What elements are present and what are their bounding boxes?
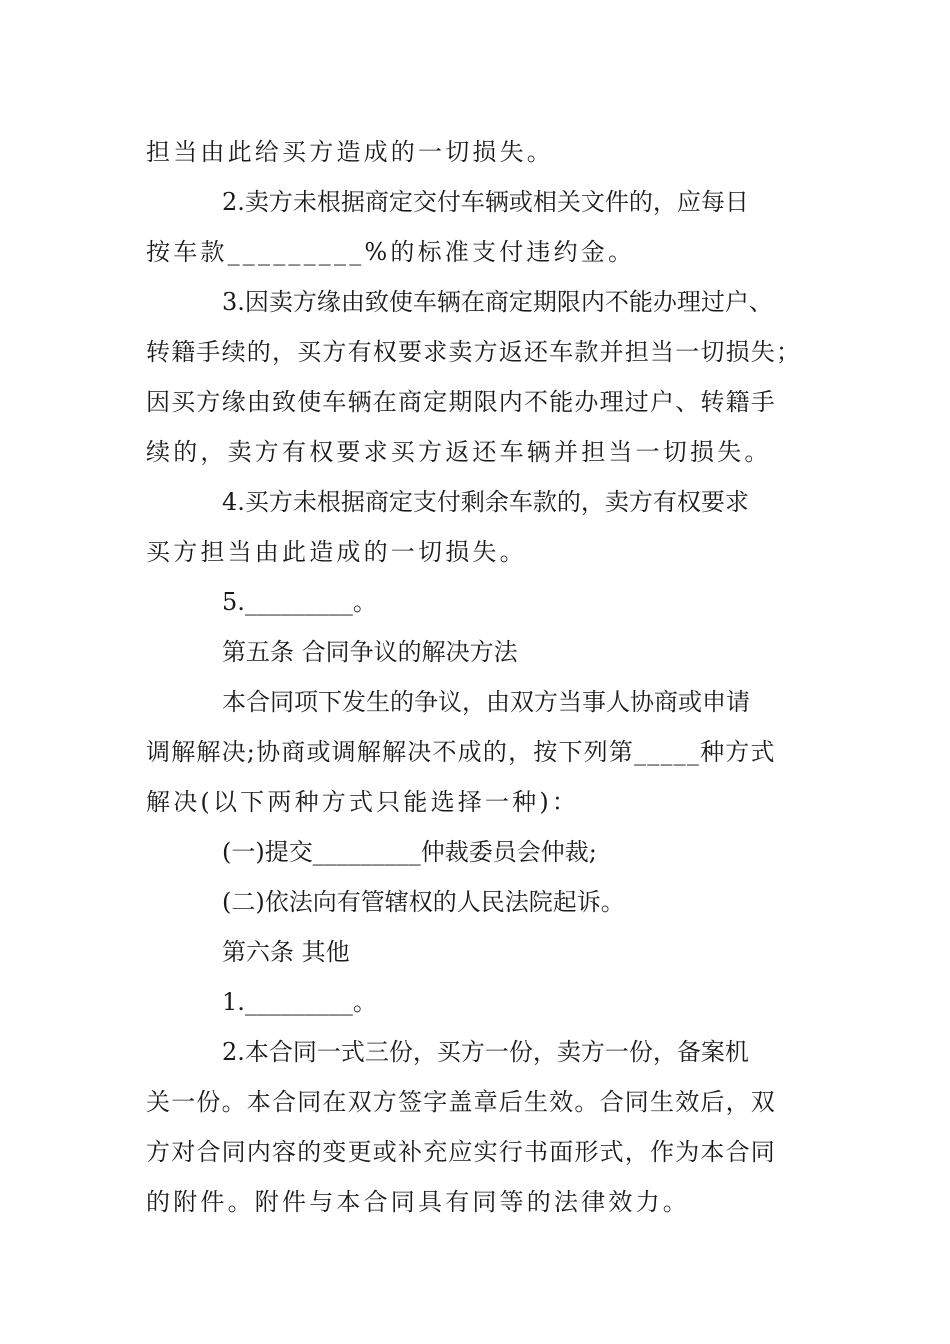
list-item: 1._________。 [222, 988, 377, 1016]
paragraph-line: 续的，卖方有权要求买方返还车辆并担当一切损失。 [146, 438, 772, 466]
list-item: 5._________。 [222, 588, 377, 616]
list-item: (二)依法向有管辖权的人民法院起诉。 [222, 888, 625, 916]
paragraph-line: 3.因卖方缘由致使车辆在商定期限内不能办理过户、 [222, 288, 773, 316]
paragraph-line: 按车款_________%的标准支付违约金。 [146, 238, 636, 266]
paragraph-line: 因买方缘由致使车辆在商定期限内不能办理过户、转籍手 [146, 388, 776, 416]
paragraph-line: 本合同项下发生的争议，由双方当事人协商或申请 [222, 688, 750, 716]
paragraph-line: 方对合同内容的变更或补充应实行书面形式，作为本合同 [146, 1138, 776, 1166]
paragraph-line: 担当由此给买方造成的一切损失。 [146, 138, 554, 166]
paragraph-line: 调解解决;协商或调解解决不成的，按下列第_____种方式 [146, 738, 776, 766]
paragraph-line: 关一份。本合同在双方签字盖章后生效。合同生效后，双 [146, 1088, 776, 1116]
paragraph-line: 2.卖方未根据商定交付车辆或相关文件的，应每日 [222, 188, 749, 216]
section-heading: 第五条 合同争议的解决方法 [222, 638, 518, 666]
paragraph-line: 转籍手续的，买方有权要求卖方返还车款并担当一切损失； [146, 338, 802, 366]
section-heading: 第六条 其他 [222, 938, 350, 966]
list-item: (一)提交_________仲裁委员会仲裁; [222, 838, 597, 866]
paragraph-line: 解决(以下两种方式只能选择一种)： [146, 788, 580, 816]
paragraph-line: 4.买方未根据商定支付剩余车款的，卖方有权要求 [222, 488, 749, 516]
paragraph-line: 买方担当由此造成的一切损失。 [146, 538, 527, 566]
paragraph-line: 2.本合同一式三份，买方一份，卖方一份，备案机 [222, 1038, 749, 1066]
paragraph-line: 的附件。附件与本合同具有同等的法律效力。 [146, 1188, 690, 1216]
